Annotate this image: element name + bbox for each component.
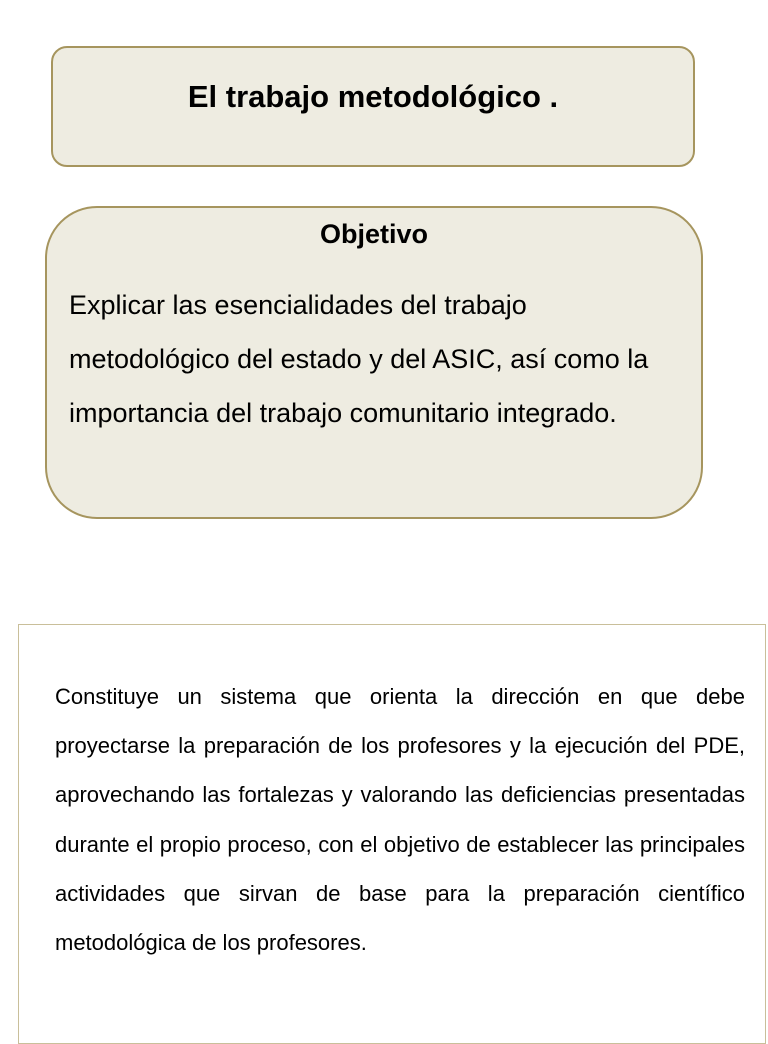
- objective-box: [45, 206, 703, 519]
- definition-box: [18, 624, 766, 1044]
- definition-text: Constituye un sistema que orienta la dirección en que debe proyectarse la preparación de los profesores y la ejecución del PDE, aprovechando las fortalezas y valorando las deficiencias presentadas durante el propio proceso, con el objetivo de establecer las principales actividades que sirvan de base para la preparación científico metodológica de los profesores.: [55, 684, 745, 956]
- page-title: El trabajo metodológico .: [187, 78, 559, 114]
- title-box: [51, 46, 695, 167]
- objective-text: Explicar las esencialidades del trabajo metodológico del estado y del ASIC, así como la importancia del trabajo comunitario integrado.: [69, 290, 649, 428]
- objective-heading: Objetivo: [319, 219, 428, 249]
